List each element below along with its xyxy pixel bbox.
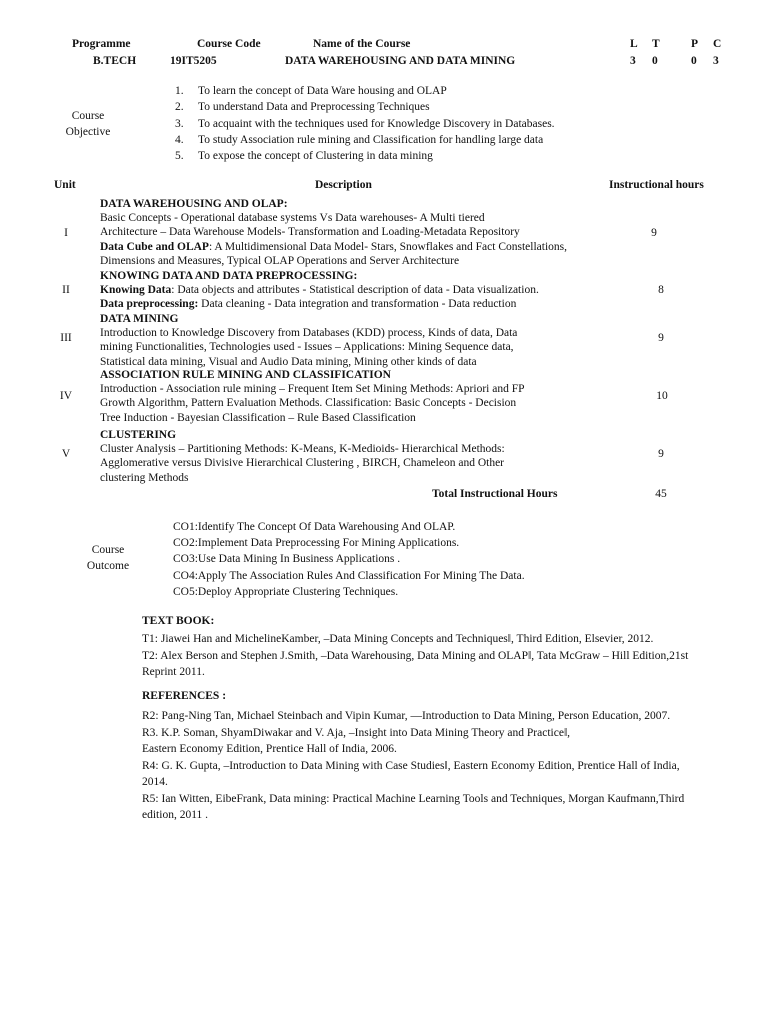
unit-line: Architecture – Data Warehouse Models- Transformation and Loading-Metadata Repository <box>100 226 520 239</box>
course-name-value: DATA WAREHOUSING AND DATA MINING <box>285 55 516 67</box>
unit-number-1: I <box>64 227 68 239</box>
unit-hours-4: 10 <box>656 390 668 402</box>
objective-text-2: To understand Data and Preprocessing Techniques <box>198 101 430 113</box>
p-value: 0 <box>691 55 697 67</box>
objective-text-3: To acquaint with the techniques used for Knowledge Discovery in Databases. <box>198 118 555 130</box>
hours-header: Instructional hours <box>609 179 704 191</box>
unit-line: Statistical data mining, Visual and Audio Data mining, Mining other kinds of data <box>100 355 477 368</box>
unit-line: Data preprocessing: Data cleaning - Data integration and transformation - Data reduction <box>100 298 517 311</box>
reference-line: Eastern Economy Edition, Prentice Hall of India, 2006. <box>142 743 397 755</box>
unit-line: Dimensions and Measures, Typical OLAP Operations and Server Architecture <box>100 254 460 267</box>
total-hours-value: 45 <box>655 488 667 500</box>
unit-line: Cluster Analysis – Partitioning Methods: K-Means, K-Medioids- Hierarchical Methods: <box>100 443 505 456</box>
objective-text-1: To learn the concept of Data Ware housing and OLAP <box>198 85 447 97</box>
c-value: 3 <box>713 55 719 67</box>
reference-line: R3. K.P. Soman, ShyamDiwakar and V. Aja, –Insight into Data Mining Theory and Practice‖, <box>142 726 571 739</box>
unit-number-4: IV <box>59 390 73 402</box>
unit-description-1 <box>100 197 567 268</box>
unit-line: Data Cube and OLAP: A Multidimensional Data Model- Stars, Snowflakes and Fact Constellations, <box>100 240 568 253</box>
unit-number-5: V <box>61 448 71 460</box>
reference-line: 2014. <box>142 776 168 788</box>
t-value: 0 <box>652 55 658 67</box>
total-hours-label: Total Instructional Hours <box>432 488 558 500</box>
unit-number-3: III <box>60 332 72 344</box>
unit-description-4 <box>100 368 525 425</box>
p-label: P <box>691 38 699 50</box>
objective-text-4: To study Association rule mining and Classification for handling large data <box>198 134 544 146</box>
unit-description-3 <box>100 312 517 369</box>
objective-num-4: 4. <box>175 134 184 146</box>
unit-hours-3: 9 <box>658 332 664 344</box>
objective-label-2: Objective <box>65 126 111 138</box>
outcome-list <box>173 519 525 600</box>
unit-line: Basic Concepts - Operational database systems Vs Data warehouses- A Multi tiered <box>100 212 485 225</box>
unit-line: Introduction to Knowledge Discovery from Databases (KDD) process, Kinds of data, Data <box>100 327 518 340</box>
programme-value: B.TECH <box>93 55 137 67</box>
textbook-line: Reprint 2011. <box>142 666 205 678</box>
unit-line: clustering Methods <box>100 471 189 484</box>
textbook-list <box>142 631 688 681</box>
objective-num-1: 1. <box>175 85 184 97</box>
objective-num-3: 3. <box>175 118 184 130</box>
reference-line: R4: G. K. Gupta, –Introduction to Data Mining with Case Studies‖, Eastern Economy Edition, Prentice Hall of India, <box>142 759 680 772</box>
unit-title-3: DATA MINING <box>100 313 179 325</box>
unit-title-4: ASSOCIATION RULE MINING AND CLASSIFICATION <box>100 369 391 381</box>
unit-line: Knowing Data: Data objects and attributes - Statistical description of data - Data visualization. <box>100 284 539 297</box>
unit-line: mining Functionalities, Technologies used - Issues – Applications: Mining Sequence data, <box>100 341 514 354</box>
objective-num-5: 5. <box>175 150 184 162</box>
course-code-value: 19IT5205 <box>170 55 217 67</box>
unit-line: Growth Algorithm, Pattern Evaluation Methods. Classification: Basic Concepts - Decision <box>100 397 517 410</box>
reference-line: R5: Ian Witten, EibeFrank, Data mining: Practical Machine Learning Tools and Techniques, Morgan Kaufmann,Third <box>142 792 685 805</box>
l-label: L <box>630 38 638 50</box>
references-list <box>142 708 684 824</box>
course-name-label: Name of the Course <box>313 38 411 50</box>
unit-title-1: DATA WAREHOUSING AND OLAP: <box>100 198 288 210</box>
unit-description-5 <box>100 428 505 485</box>
outcome-item: CO1:Identify The Concept Of Data Warehousing And OLAP. <box>173 521 456 533</box>
objective-num-2: 2. <box>175 101 184 113</box>
outcome-label-1: Course <box>91 544 125 556</box>
unit-header: Unit <box>54 179 76 191</box>
objective-label-1: Course <box>71 110 105 122</box>
unit-hours-5: 9 <box>658 448 664 460</box>
course-code-label: Course Code <box>197 38 261 50</box>
references-heading: REFERENCES : <box>142 690 227 702</box>
programme-label: Programme <box>72 38 131 50</box>
textbook-line: T2: Alex Berson and Stephen J.Smith, –Data Warehousing, Data Mining and OLAP‖, Tata McGraw – Hill Edition,21st <box>142 649 689 662</box>
unit-title-5: CLUSTERING <box>100 429 177 441</box>
unit-description-2 <box>100 269 539 312</box>
description-header: Description <box>315 179 372 191</box>
reference-line: R2: Pang-Ning Tan, Michael Steinbach and Vipin Kumar, ―Introduction to Data Mining, Person Education, 2007. <box>142 710 671 722</box>
unit-line: Agglomerative versus Divisive Hierarchical Clustering , BIRCH, Chameleon and Other <box>100 457 504 470</box>
textbook-line: T1: Jiawei Han and MichelineKamber, –Data Mining Concepts and Techniques‖, Third Edition, Elsevier, 2012. <box>142 633 654 645</box>
unit-title-2: KNOWING DATA AND DATA PREPROCESSING: <box>100 270 358 282</box>
unit-hours-1: 9 <box>651 227 657 239</box>
textbook-heading: TEXT BOOK: <box>142 615 215 627</box>
c-label: C <box>713 38 722 50</box>
outcome-item: CO3:Use Data Mining In Business Applications . <box>173 553 401 566</box>
unit-line: Introduction - Association rule mining – Frequent Item Set Mining Methods: Apriori and FP <box>100 383 525 396</box>
unit-hours-2: 8 <box>658 284 664 296</box>
t-label: T <box>652 38 660 50</box>
objective-text-5: To expose the concept of Clustering in data mining <box>198 150 433 162</box>
outcome-item: CO4:Apply The Association Rules And Classification For Mining The Data. <box>173 569 525 582</box>
outcome-item: CO2:Implement Data Preprocessing For Mining Applications. <box>173 537 460 550</box>
outcome-item: CO5:Deploy Appropriate Clustering Techniques. <box>173 585 399 598</box>
unit-line: Tree Induction - Bayesian Classification – Rule Based Classification <box>100 411 416 424</box>
reference-line: edition, 2011 . <box>142 809 209 821</box>
l-value: 3 <box>630 55 636 67</box>
outcome-label-2: Outcome <box>86 560 130 572</box>
unit-number-2: II <box>62 284 70 296</box>
